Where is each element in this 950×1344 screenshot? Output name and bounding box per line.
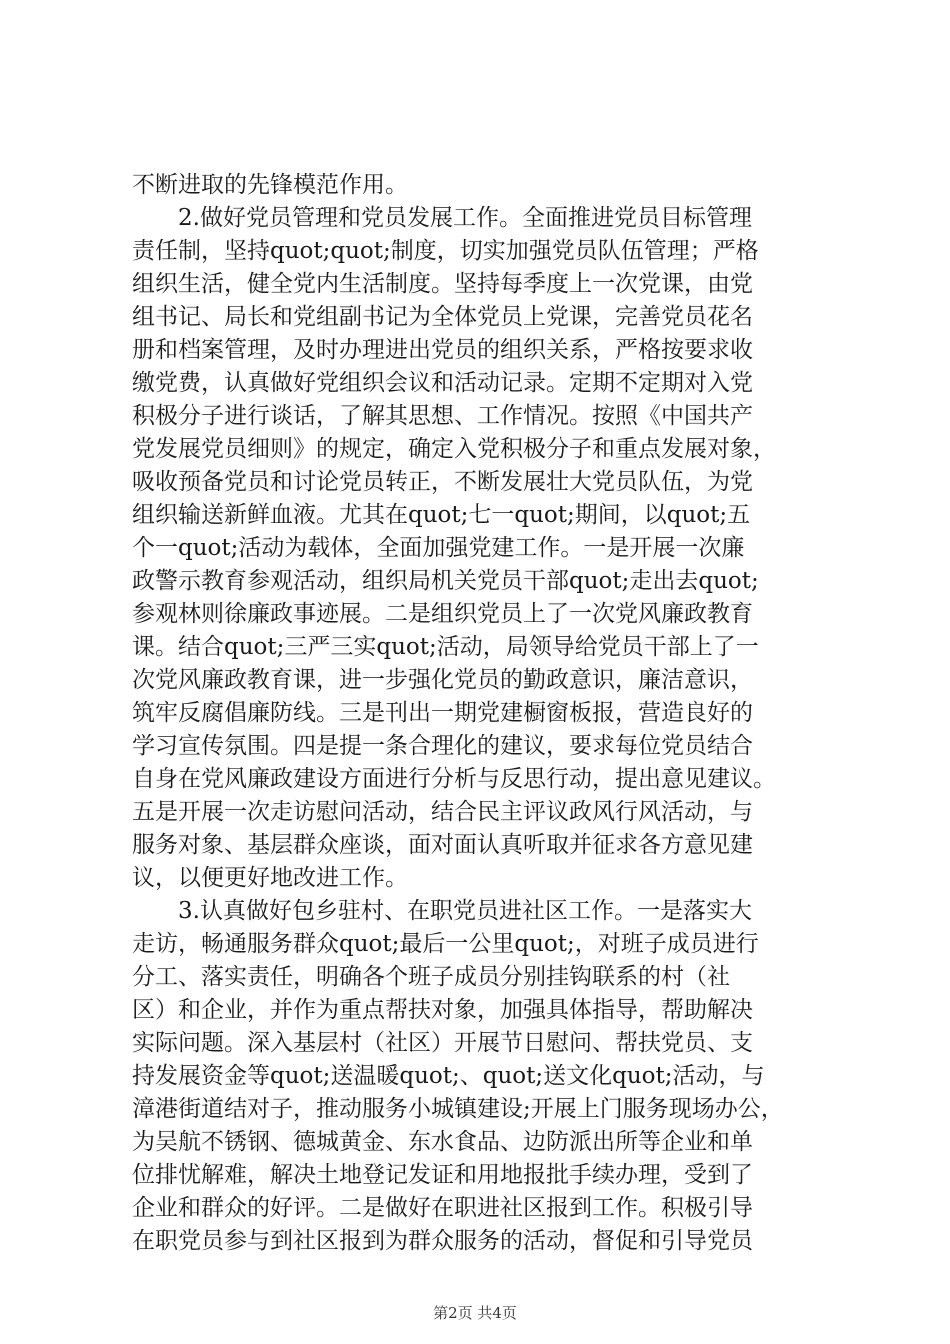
text-line: 组织输送新鲜血液。尤其在quot;七一quot;期间，以quot;五	[132, 502, 751, 528]
text-line: 次党风廉政教育课，进一步强化党员的勤政意识，廉洁意识，	[132, 667, 753, 693]
text-line: 持发展资金等quot;送温暖quot;、quot;送文化quot;活动，与	[132, 1063, 765, 1089]
text-line: 实际问题。深入基层村（社区）开展节日慰问、帮扶党员、支	[132, 1030, 753, 1056]
page-footer: 第2页 共4页	[433, 1304, 517, 1322]
text-line: 位排忧解难，解决土地登记发证和用地报批手续办理，受到了	[132, 1162, 753, 1188]
text-line: 不断进取的先锋模范作用。	[132, 172, 408, 198]
text-line: 缴党费，认真做好党组织会议和活动记录。定期不定期对入党	[132, 370, 753, 396]
text-line: 积极分子进行谈话，了解其思想、工作情况。按照《中国共产	[132, 403, 753, 429]
text-line: 漳港街道结对子，推动服务小城镇建设;开展上门服务现场办公，	[132, 1096, 784, 1122]
text-line: 企业和群众的好评。二是做好在职进社区报到工作。积极引导	[132, 1195, 753, 1221]
text-line: 参观林则徐廉政事迹展。二是组织党员上了一次党风廉政教育	[132, 601, 753, 627]
text-line: 分工、落实责任，明确各个班子成员分别挂钩联系的村（社	[132, 964, 730, 990]
text-line: 五是开展一次走访慰问活动，结合民主评议政风行风活动，与	[132, 799, 753, 825]
document-body	[132, 169, 832, 1258]
text-line: 筑牢反腐倡廉防线。三是刊出一期党建橱窗板报，营造良好的	[132, 700, 753, 726]
text-line: 组书记、局长和党组副书记为全体党员上党课，完善党员花名	[132, 304, 753, 330]
text-line: 为吴航不锈钢、德城黄金、东水食品、边防派出所等企业和单	[132, 1129, 753, 1155]
text-line: 走访，畅通服务群众quot;最后一公里quot;，对班子成员进行	[132, 931, 759, 957]
text-line: 服务对象、基层群众座谈，面对面认真听取并征求各方意见建	[132, 832, 753, 858]
text-line: 区）和企业，并作为重点帮扶对象，加强具体指导，帮助解决	[132, 997, 753, 1023]
text-line: 吸收预备党员和讨论党员转正，不断发展壮大党员队伍，为党	[132, 469, 753, 495]
text-line: 课。结合quot;三严三实quot;活动，局领导给党员干部上了一	[132, 634, 759, 660]
text-line: 自身在党风廉政建设方面进行分析与反思行动，提出意见建议。	[132, 766, 776, 792]
text-line: 3.认真做好包乡驻村、在职党员进社区工作。一是落实大	[178, 898, 752, 924]
text-line: 2.做好党员管理和党员发展工作。全面推进党员目标管理	[178, 205, 752, 231]
text-line: 个一quot;活动为载体，全面加强党建工作。一是开展一次廉	[132, 535, 745, 561]
text-line: 册和档案管理，及时办理进出党员的组织关系，严格按要求收	[132, 337, 753, 363]
text-line: 议，以便更好地改进工作。	[132, 865, 408, 891]
text-line: 党发展党员细则》的规定，确定入党积极分子和重点发展对象，	[132, 436, 776, 462]
text-line: 学习宣传氛围。四是提一条合理化的建议，要求每位党员结合	[132, 733, 753, 759]
text-line: 组织生活，健全党内生活制度。坚持每季度上一次党课，由党	[132, 271, 753, 297]
text-line: 政警示教育参观活动，组织局机关党员干部quot;走出去quot;	[132, 568, 759, 594]
text-line: 责任制，坚持quot;quot;制度，切实加强党员队伍管理；严格	[132, 238, 759, 264]
text-line: 在职党员参与到社区报到为群众服务的活动，督促和引导党员	[132, 1228, 753, 1254]
